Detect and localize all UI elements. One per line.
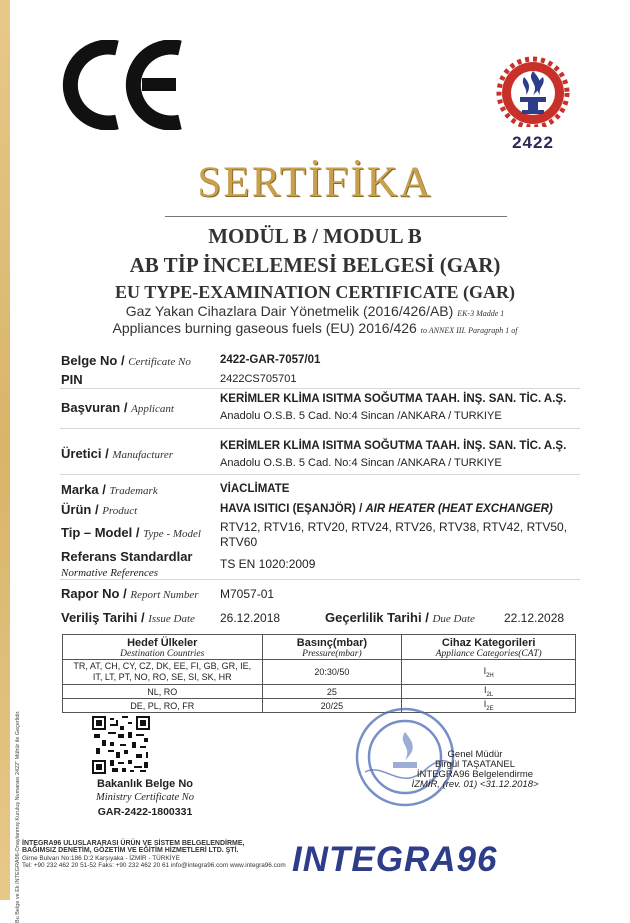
signatory-org: İNTEGRA96 Belgelendirme [416,769,534,780]
destination-table [62,634,576,713]
notified-body-number: 2422 [512,133,554,152]
table-header-row [63,635,576,660]
table-row [63,685,576,699]
trademark-label: Marka / Trademark [61,482,158,497]
type-model-line1: RTV12, RTV16, RTV20, RTV24, RTV26, RTV38, RTV42, RTV50, [220,520,568,534]
pin-label: PIN [61,372,83,387]
regulation-tr: Gaz Yakan Cihazlara Dair Yönetmelik (2016/426/AB) EK-3 Madde 1 [125,303,505,319]
title-divider [165,216,507,217]
page-border-strip [0,0,10,900]
module-heading: MODÜL B / MODUL B [208,224,422,248]
pin-value: 2422CS705701 [220,373,297,385]
table-cell: 20/25 [262,699,402,713]
signature-block [370,750,580,790]
certificate-type-tr: AB TİP İNCELEMESİ BELGESİ (GAR) [129,253,501,277]
ministry-cert-label: Bakanlık Belge No [97,778,193,790]
regulation-en: Appliances burning gaseous fuels (EU) 2016/426 to ANNEX III. Paragraph 1 of [112,320,518,336]
table-cell: $I_{2E}$ [402,699,576,713]
report-no-value: M7057-01 [220,587,275,601]
report-no-label: Rapor No / Report Number [61,586,199,601]
signatory-title: Genel Müdür [447,749,503,760]
table-header: Cihaz Kategorileri Appliance Categories(CAT) [402,635,576,660]
table-cell: 20:30/50 [262,660,402,685]
standards-label: Referans Standardlar Normative References [61,549,193,579]
trademark-value: VİACLİMATE [220,483,290,495]
manufacturer-address: Anadolu O.S.B. 5 Cad. No:4 Sincan /ANKARA / TURKIYE [220,457,502,469]
ministry-cert-value: GAR-2422-1800331 [97,806,193,818]
type-model-line2: RTV60 [220,535,258,549]
issue-date-value: 26.12.2018 [220,611,281,625]
due-date-label: Geçerlilik Tarihi / Due Date [325,610,475,625]
table-header: Basınç(mbar) Pressure(mbar) [262,635,402,660]
due-date-value: 22.12.2028 [504,611,565,625]
row-separator [60,474,580,475]
row-separator [60,388,580,389]
certificate-no-label: Belge No / Certificate No [61,353,191,368]
table-cell: DE, PL, RO, FR [63,699,263,713]
table-row [63,699,576,713]
table-cell: 25 [262,685,402,699]
product-value: HAVA ISITICI (EŞANJÖR) / AIR HEATER (HEAT EXCHANGER) [220,503,553,515]
table-cell: $I_{2L}$ [402,685,576,699]
certificate-no-value: 2422-GAR-7057/01 [220,354,321,366]
ministry-cert-label-en: Ministry Certificate No [96,792,194,803]
certificate-title: SERTİFİKA [197,159,433,206]
type-model-label: Tip – Model / Type - Model [61,525,201,540]
signatory-name: Birgül TAŞATANEL [434,759,516,770]
applicant-name: KERİMLER KLİMA ISITMA SOĞUTMA TAAH. İNŞ. SAN. TİC. A.Ş. [220,393,567,405]
table-row [63,660,576,685]
manufacturer-label: Üretici / Manufacturer [61,446,174,461]
footer-address: İNTEGRA96 ULUSLARARASI ÜRÜN VE SİSTEM BELGELENDİRME, BAĞIMSIZ DENETİM, GÖZETİM VE EĞİTİM HİZMETLERİ LTD. ŞTİ. Girne Bulvarı No:186 D:2 Karşıyaka - İZMİR - TÜRKİYE Tel: +90 232 462 20 51-52 Faks: +90 232 462 20 61 info@integra96.com www.integra96.com [22,840,286,870]
product-label: Ürün / Product [61,502,138,517]
applicant-address: Anadolu O.S.B. 5 Cad. No:4 Sincan /ANKARA / TURKIYE [220,410,502,422]
row-separator [60,579,580,580]
issue-date-label: Veriliş Tarihi / Issue Date [61,610,195,625]
table-header: Hedef Ülkeler Destination Countries [63,635,263,660]
table-cell: NL, RO [63,685,263,699]
qr-code-icon [92,716,150,774]
integra96-brand-logo: INTEGRA96 [292,840,498,879]
row-separator [60,428,580,429]
manufacturer-name: KERİMLER KLİMA ISITMA SOĞUTMA TAAH. İNŞ. SAN. TİC. A.Ş. [220,440,567,452]
signature-revision: İZMİR, (rev. 01) <31.12.2018> [411,779,539,790]
notified-body-logo-icon [488,55,578,127]
table-cell: TR, AT, CH, CY, CZ, DK, EE, FI, GB, GR, IE, IT, LT, PT, NO, RO, SE, SI, SK, HR [63,660,263,685]
side-validity-text: Bu Belge ve Ek INTEGRA96-Onaylanmış Kuruluş Numarası 2422" Mühür ile Geçerlidir. [15,710,21,923]
ce-mark-icon [62,40,187,130]
table-cell: $I_{2H}$ [402,660,576,685]
standards-value: TS EN 1020:2009 [220,557,316,571]
applicant-label: Başvuran / Applicant [61,400,174,415]
certificate-type-en: EU TYPE-EXAMINATION CERTIFICATE (GAR) [115,282,515,302]
